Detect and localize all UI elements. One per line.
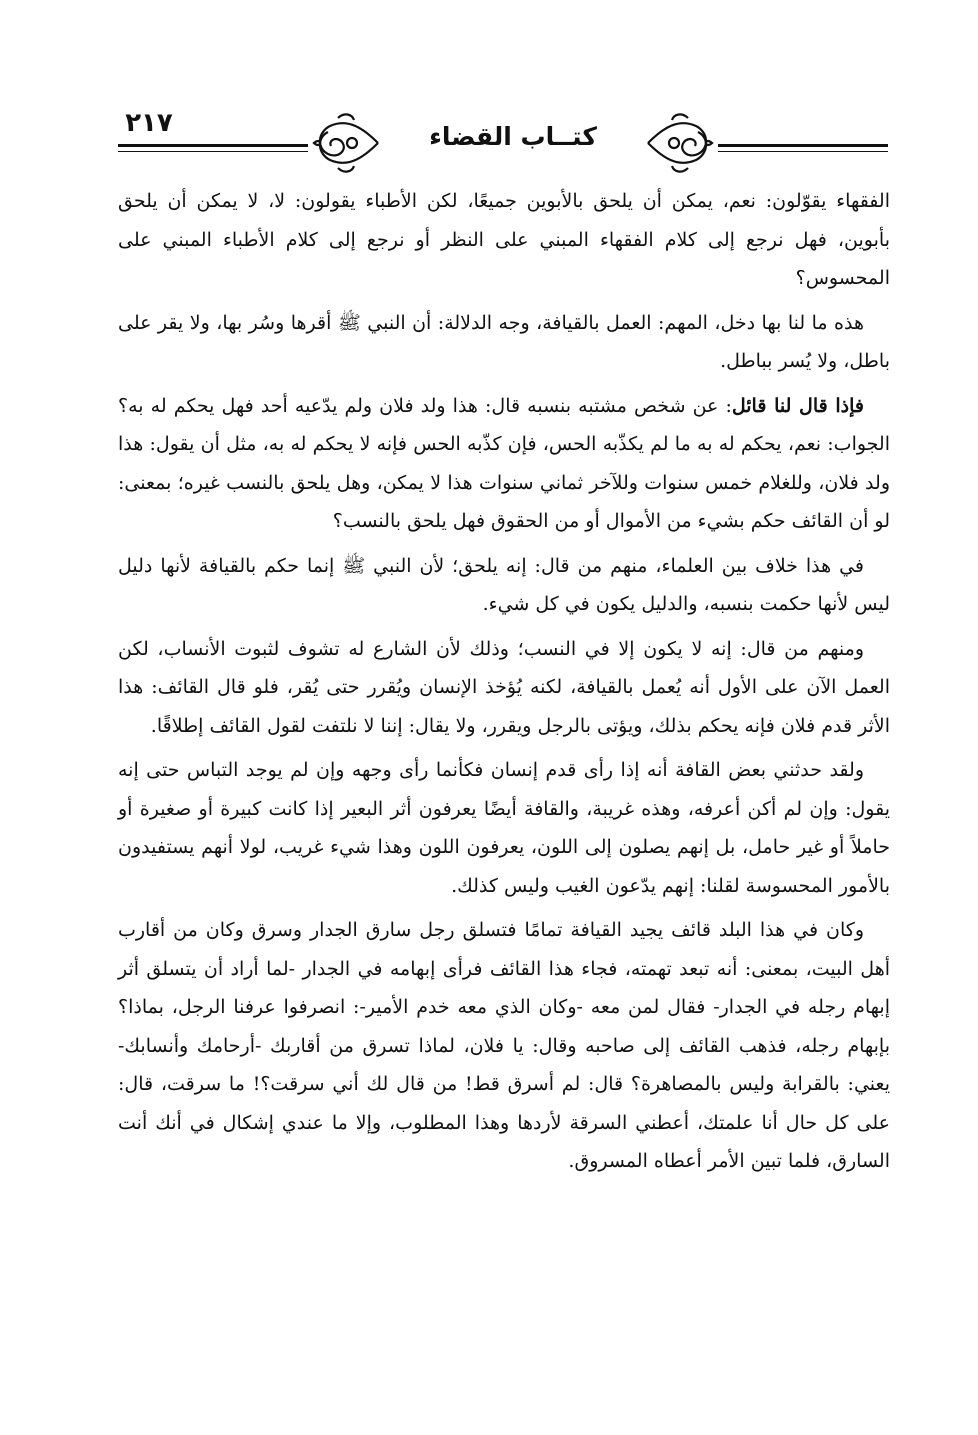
paragraph-3-text: : عن شخص مشتبه بنسبه قال: هذا ولد فلان ولم يدّعيه أحد فهل يحكم له به؟ الجواب: نعم، يحكم له به ما لم يكذّبه الحس، فإن كذّبه الحس فإنه لا يحكم له به، مثل أن يقول: هذا ولد فلان، وللغلام خمس سنوات وللآخر ثماني سنوات هذا لا يمكن، وهل يلحق بالنسب غيره؛ بمعنى: لو أن القائف حكم بشيء من الأموال أو من الحقوق فهل يلحق بالنسب؟ [118, 394, 890, 532]
page-title: كتــاب القضاء [429, 122, 597, 151]
ornament-left-icon [308, 108, 380, 178]
paragraph-1: الفقهاء يقوّلون: نعم، يمكن أن يلحق بالأبوين جميعًا، لكن الأطباء يقولون: لا، لا يمكن أن يلحق بأبوين، فهل نرجع إلى كلام الفقهاء المبني على النظر أو نرجع إلى كلام الأطباء المبني على المحسوس؟ [118, 190, 890, 289]
paragraph-2: هذه ما لنا بها دخل، المهم: العمل بالقيافة، وجه الدلالة: أن النبي ﷺ أقرها وسُر بها، ولا يقر على باطل، ولا يُسر بباطل. [118, 311, 890, 372]
paragraph-3-lead: فإذا قال لنا قائل [731, 394, 864, 417]
paragraph-6: ولقد حدثني بعض القافة أنه إذا رأى قدم إنسان فكأنما رأى وجهه وإن لم يوجد التباس حتى إنه يقول: وإن لم أكن أعرفه، وهذه غريبة، والقافة أيضًا يعرفون أثر البعير إذا كانت كبيرة أو صغيرة أو حاملاً أو غير حامل، بل إنهم يصلون إلى اللون، يعرفون اللون وهذا شيء غريب، لولا أنهم يستفيدون بالأمور المحسوسة لقلنا: إنهم يدّعون الغيب وليس كذلك. [118, 759, 891, 897]
paragraph-3 [118, 387, 890, 541]
paragraph-5: ومنهم من قال: إنه لا يكون إلا في النسب؛ وذلك لأن الشارع له تشوف لثبوت الأنساب، لكن العمل الآن على الأول أنه يُعمل بالقيافة، لكنه يُؤخذ الإنسان ويُقرر حتى يُقر، فلو قال القائف: هذا الأثر قدم فلان فإنه يحكم بذلك، ويؤتى بالرجل ويقرر، ولا يقال: إننا لا نلتفت لقول القائف إطلاقًا. [118, 637, 890, 737]
title-cartouche [308, 108, 718, 178]
page-number: ٢١٧ [118, 108, 180, 138]
paragraph-7: وكان في هذا البلد قائف يجيد القيافة تمامًا فتسلق رجل سارق الجدار وسرق وكان من أقارب أهل البيت، بمعنى: أنه تبعد تهمته، فجاء هذا القائف فرأى إبهامه في الجدار -لما أراد أن يتسلق أثر إبهام رجله في الجدار- فقال لمن معه -وكان الذي معه خدم الأمير-: انصرفوا عرفنا الرجل، بماذا؟ بإبهام رجله، فذهب القائف إلى صاحبه وقال: يا فلان، لماذا تسرق من أقاربك -أرحامك وأنسابك- يعني: بالقرابة وليس بالمصاهرة؟ قال: لم أسرق قط! من قال لك أني سرقت؟! ما سرقت، قال: على كل حال أنا علمتك، أعطني السرقة لأردها وهذا المطلوب، وإلا ما عندي إشكال في أنك أنت السارق، فلما تبين الأمر أعطاه المسروق. [118, 919, 890, 1172]
ornament-right-icon [646, 108, 718, 178]
page-body [118, 182, 890, 1187]
paragraph-4: في هذا خلاف بين العلماء، منهم من قال: إنه يلحق؛ لأن النبي ﷺ إنما حكم بالقيافة لأنها دليل ليس لأنها حكمت بنسبه، والدليل يكون في كل شيء. [118, 554, 890, 615]
page-header [118, 108, 888, 178]
